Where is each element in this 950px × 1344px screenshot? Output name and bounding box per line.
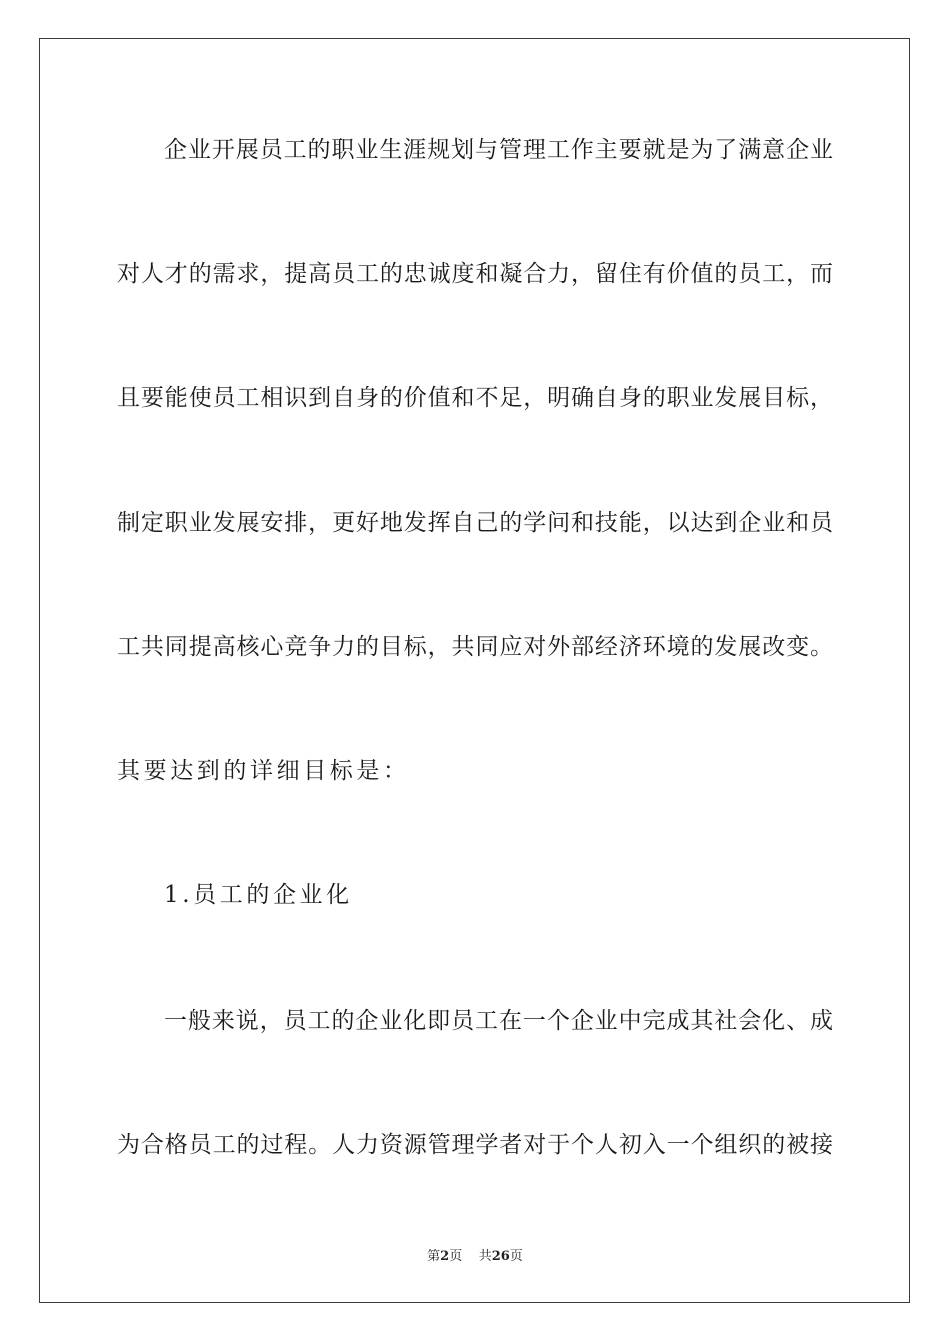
- paragraph-line-6: 其要达到的详细目标是：: [117, 758, 410, 784]
- footer-total-prefix: 共: [478, 1249, 492, 1264]
- page-footer: [0, 1248, 950, 1266]
- footer-page-unit: 页: [449, 1249, 463, 1264]
- footer-total-unit: 页: [509, 1249, 523, 1264]
- paragraph-line-3: 且要能使员工相识到自身的价值和不足，明确自身的职业发展目标，: [117, 385, 833, 411]
- page-border: [39, 38, 910, 1303]
- footer-page-prefix: 第: [427, 1249, 441, 1264]
- paragraph-line-9: 为合格员工的过程。人力资源管理学者对于个人初入一个组织的被接: [117, 1132, 833, 1158]
- footer-total-pages: 26: [491, 1249, 510, 1264]
- paragraph-line-4: 制定职业发展安排，更好地发挥自己的学问和技能，以达到企业和员: [117, 510, 833, 536]
- paragraph-line-2: 对人才的需求，提高员工的忠诚度和凝合力，留住有价值的员工，而: [117, 261, 833, 287]
- section-heading: 1.员工的企业化: [164, 882, 353, 908]
- paragraph-line-5: 工共同提高核心竞争力的目标，共同应对外部经济环境的发展改变。: [117, 634, 833, 660]
- paragraph-line-8: 一般来说，员工的企业化即员工在一个企业中完成其社会化、成: [164, 1008, 833, 1034]
- footer-page-number: 2: [440, 1249, 450, 1264]
- paragraph-line-1: 企业开展员工的职业生涯规划与管理工作主要就是为了满意企业: [164, 137, 833, 163]
